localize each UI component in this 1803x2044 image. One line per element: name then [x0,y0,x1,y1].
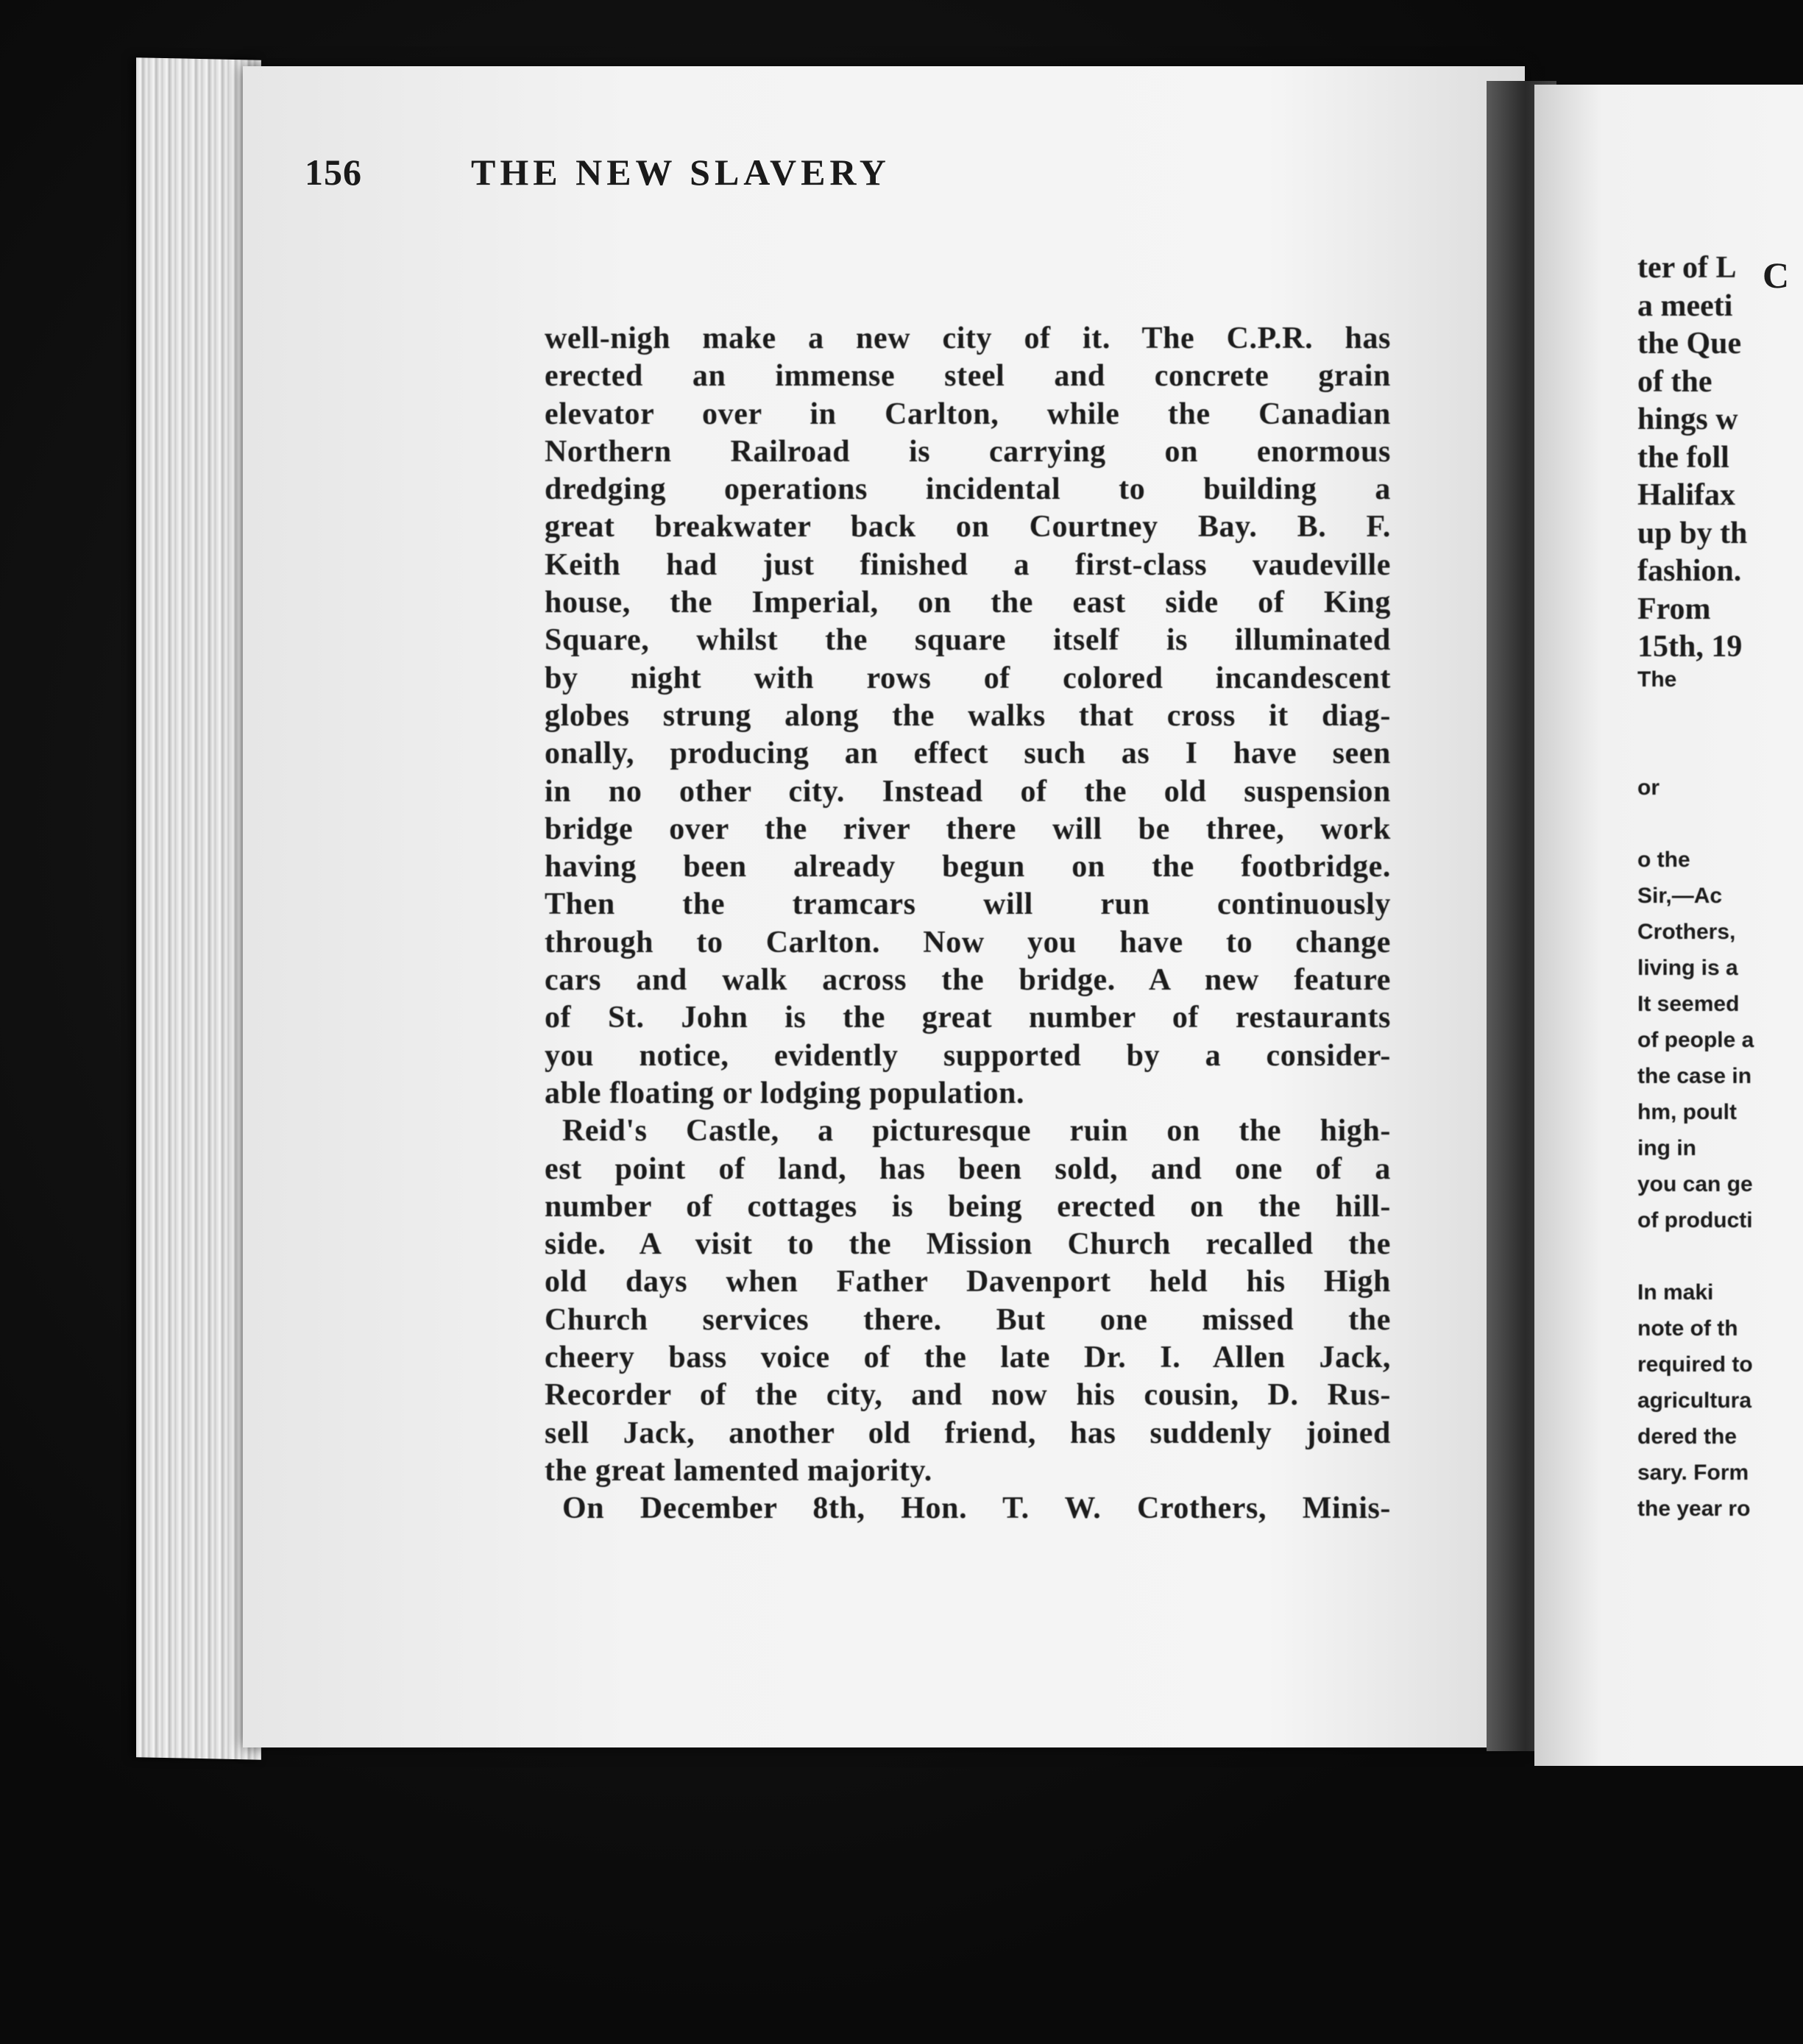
right-page-body [1637,250,1803,1533]
page-number: 156 [305,152,362,193]
right-text-line: hm, poult [1637,1099,1737,1124]
right-text-line: of the [1637,364,1712,399]
left-page-body [545,320,1391,1528]
text-line: able floating or lodging population. [545,1076,1025,1110]
right-text-line: hings w [1637,402,1738,436]
text-line: having been already begun on the footbridge. [545,850,1391,884]
text-line: by night with rows of colored incandescent [545,661,1391,695]
right-text-line [1637,812,1803,848]
right-text-line: It seemed [1637,991,1740,1016]
text-line: Keith had just finished a first-class vaudeville [545,547,1391,582]
right-text-line [1637,703,1803,739]
text-line: in no other city. Instead of the old suspension [545,774,1391,809]
text-line: est point of land, has been sold, and one of a [545,1151,1391,1186]
text-line: you notice, evidently supported by a consider- [545,1038,1391,1073]
text-line: sell Jack, another old friend, has suddenly joined [545,1416,1391,1450]
right-text-line: the case in [1637,1063,1752,1088]
text-line: elevator over in Carlton, while the Canadian [545,397,1391,431]
text-line: Recorder of the city, and now his cousin, D. Rus- [545,1378,1391,1413]
right-text-line: living is a [1637,955,1738,980]
right-text-line: you can ge [1637,1171,1753,1196]
text-line: cheery bass voice of the late Dr. I. Allen Jack, [545,1341,1391,1375]
right-text-line: 15th, 19 [1637,630,1743,664]
right-text-line: Sir,—Ac [1637,883,1723,908]
right-text-line: agricultura [1637,1388,1752,1413]
right-text-line: dered the [1637,1424,1738,1449]
text-line: through to Carlton. Now you have to change [545,925,1391,959]
paragraph-start-line: On December 8th, Hon. T. W. Crothers, Minis- [562,1491,1391,1526]
text-line: the great lamented majority. [545,1453,932,1488]
text-line: Church services there. But one missed the [545,1302,1391,1337]
right-text-line: the Que [1637,327,1742,361]
text-line: number of cottages is being erected on the hill- [545,1189,1391,1224]
text-line: cars and walk across the bridge. A new feature [545,963,1391,998]
right-text-line: a meeti [1637,288,1733,323]
right-running-title: C [1763,255,1794,296]
right-text-line: ter of L [1637,251,1737,285]
right-text-line: required to [1637,1352,1753,1377]
right-text-line: of producti [1637,1207,1753,1232]
text-line: Then the tramcars will run continuously [545,887,1391,922]
right-text-line: Halifax [1637,478,1735,512]
text-line: of St. John is the great number of restaurants [545,1001,1391,1035]
text-line: globes strung along the walks that cross it diag- [545,698,1391,733]
right-text-line: the year ro [1637,1496,1751,1521]
right-text-line: the foll [1637,440,1729,475]
text-line: bridge over the river there will be three, work [545,812,1391,846]
text-line: old days when Father Davenport held his High [545,1265,1391,1299]
right-text-line: From [1637,592,1711,626]
right-text-line: Crothers, [1637,919,1736,944]
text-line: house, the Imperial, on the east side of King [545,586,1391,620]
right-text-line: note of th [1637,1316,1738,1341]
paragraph-start-line: Reid's Castle, a picturesque ruin on the high- [562,1114,1391,1149]
right-text-line: The [1637,667,1677,692]
text-line: great breakwater back on Courtney Bay. B. F. [545,510,1391,544]
right-text-line: sary. Form [1637,1460,1749,1485]
text-line: Square, whilst the square itself is illuminated [545,623,1391,658]
right-text-line: o the [1637,847,1690,872]
text-line: Northern Railroad is carrying on enormous [545,434,1391,469]
right-text-line: or [1637,775,1659,800]
right-text-line [1637,739,1803,776]
text-line: erected an immense steel and concrete grain [545,359,1391,394]
right-text-line: of people a [1637,1027,1754,1052]
running-title: THE NEW SLAVERY [471,152,890,193]
right-text-line [1637,1244,1803,1280]
right-text-line: ing in [1637,1135,1696,1160]
text-line: well-nigh make a new city of it. The C.P.R. has [545,322,1391,355]
right-text-line: In maki [1637,1280,1714,1305]
text-line: onally, producing an effect such as I have seen [545,737,1391,771]
right-text-line: up by th [1637,516,1748,550]
text-line: side. A visit to the Mission Church recalled the [545,1227,1391,1262]
text-line: dredging operations incidental to building a [545,472,1391,507]
right-text-line: fashion. [1637,554,1742,588]
